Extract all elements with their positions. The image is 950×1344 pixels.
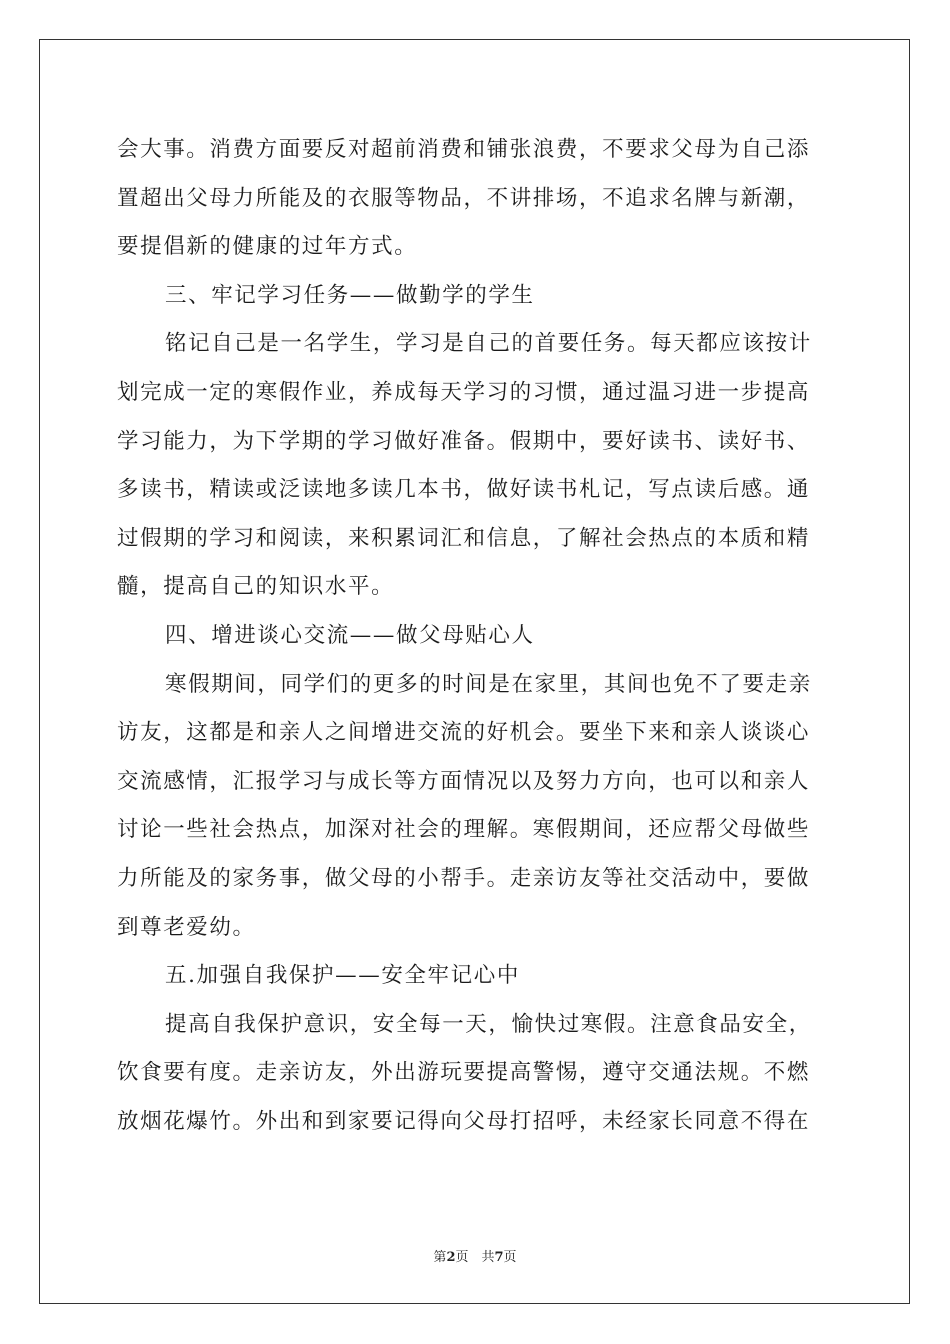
footer-suffix: 页 [503,1250,517,1265]
current-page-number: 2 [446,1250,456,1265]
text-line: 到尊老爱幼。 [117,914,256,940]
document-body [117,126,834,1146]
text-line: 交流感情，汇报学习与成长等方面情况以及努力方向，也可以和亲人 [117,768,811,794]
page-number-footer [0,1246,950,1265]
text-line: 放烟花爆竹。外出和到家要记得向父母打招呼，未经家长同意不得在 [117,1108,811,1134]
text-line: 过假期的学习和阅读，来积累词汇和信息，了解社会热点的本质和精 [117,525,811,551]
text-line: 寒假期间，同学们的更多的时间是在家里，其间也免不了要走亲 [165,671,812,697]
footer-prefix: 第 [433,1250,447,1265]
text-line: 铭记自己是一名学生，学习是自己的首要任务。每天都应该按计 [165,331,812,357]
text-line: 划完成一定的寒假作业，养成每天学习的习惯，通过温习进一步提高 [117,379,811,405]
text-line: 讨论一些社会热点，加深对社会的理解。寒假期间，还应帮父母做些 [117,817,811,843]
section-heading: 三、牢记学习任务——做勤学的学生 [165,282,535,308]
text-line: 访友，这都是和亲人之间增进交流的好机会。要坐下来和亲人谈谈心 [117,720,811,746]
text-line: 学习能力，为下学期的学习做好准备。假期中，要好读书、读好书、 [117,428,811,454]
text-line: 置超出父母力所能及的衣服等物品，不讲排场，不追求名牌与新潮， [117,185,811,211]
text-line: 饮食要有度。走亲访友，外出游玩要提高警惕，遵守交通法规。不燃 [117,1060,811,1086]
text-line: 会大事。消费方面要反对超前消费和铺张浪费，不要求父母为自己添 [117,137,811,162]
total-page-count: 7 [494,1250,504,1265]
text-line: 力所能及的家务事，做父母的小帮手。走亲访友等社交活动中，要做 [117,865,811,891]
text-line: 提高自我保护意识，安全每一天，愉快过寒假。注意食品安全， [165,1011,812,1037]
text-line: 多读书，精读或泛读地多读几本书，做好读书札记，写点读后感。通 [117,477,811,503]
section-heading: 四、增进谈心交流——做父母贴心人 [165,622,535,648]
footer-mid: 页 共 [455,1250,495,1265]
text-line: 髓，提高自己的知识水平。 [117,574,395,600]
text-line: 要提倡新的健康的过年方式。 [117,234,418,260]
section-heading: 五.加强自我保护——安全牢记心中 [165,963,520,989]
